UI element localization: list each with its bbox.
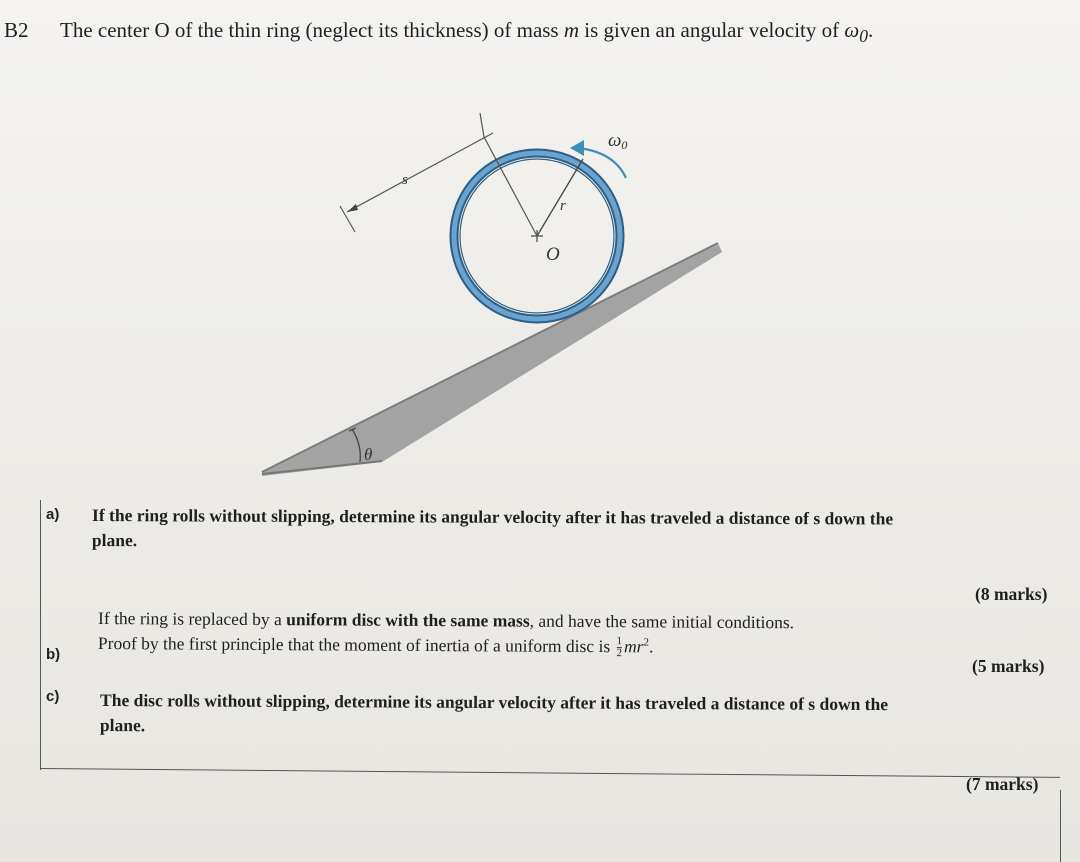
question-number: B2 bbox=[4, 18, 29, 42]
s-arrowhead-start bbox=[347, 204, 358, 212]
frame-left-border bbox=[40, 500, 41, 770]
part-c-text: The disc rolls without slipping, determine its angular velocity after it has traveled a distance of s down the plane. bbox=[99, 690, 889, 735]
fraction-one-half: $\frac{1}{2}$ bbox=[616, 635, 623, 660]
omega-label: ω0 bbox=[608, 130, 628, 152]
part-b-label: b) bbox=[46, 646, 61, 663]
s-extension-end-top bbox=[480, 113, 484, 137]
incline-surface-line bbox=[262, 243, 718, 472]
radius-label: r bbox=[560, 198, 566, 214]
part-a-marks: (8 marks) bbox=[975, 584, 1048, 604]
part-b-marks: (5 marks) bbox=[972, 656, 1045, 676]
center-label: O bbox=[546, 244, 560, 265]
part-a-label: a) bbox=[46, 506, 60, 523]
incline-plane bbox=[262, 243, 722, 476]
part-c-marks: (7 marks) bbox=[966, 774, 1039, 794]
omega-arrowhead bbox=[570, 140, 584, 156]
part-c-label: c) bbox=[46, 688, 60, 705]
question-statement: The center O of the thin ring (neglect its thickness) of mass m is given an angular velocity of $\omega_0$. bbox=[60, 18, 874, 47]
frame-bottom-border bbox=[40, 768, 1060, 778]
part-a-text: If the ring rolls without slipping, determine its angular velocity after it has traveled a distance of s down the plane. bbox=[91, 505, 894, 550]
theta-label: θ bbox=[364, 445, 373, 464]
s-label: s bbox=[402, 172, 408, 188]
s-dimension-line bbox=[347, 133, 493, 212]
frame-right-border bbox=[1060, 790, 1061, 862]
part-b-text: If the ring is replaced by a uniform disc with the same mass, and have the same initial conditions. Proof by the first principle that the moment of inertia of a uniform disc is $\frac{1}{2}$ $mr^2$. bbox=[97, 608, 795, 660]
